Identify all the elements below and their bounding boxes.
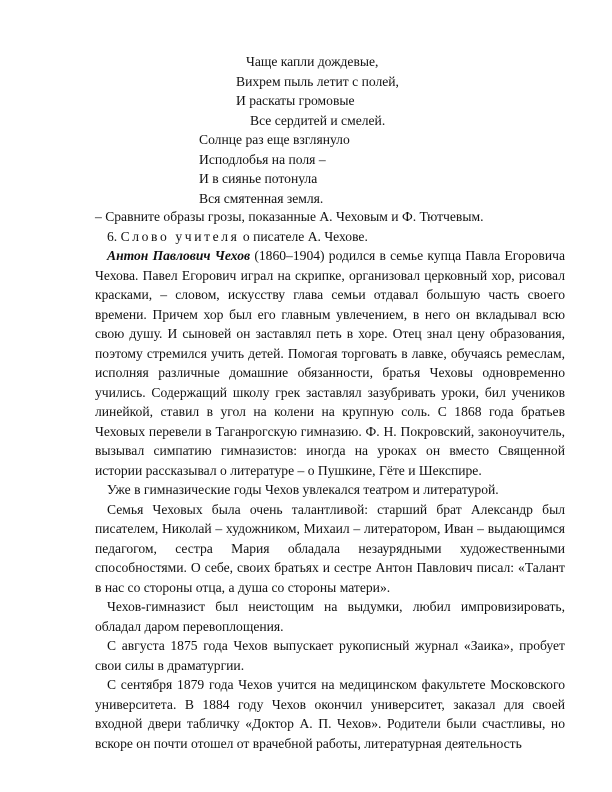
section-title-rest: о писателе А. Чехове. [239,228,368,244]
paragraph-family: Семья Чеховых была очень талантливой: старший брат Александр был писателем, Николай – художником, Михаил – литератором, Иван – выдающимся педагогом, сестра Мария обладала незаурядными художественными способностями. О себе, своих братьях и сестре Антон Павлович писал: «Талант в нас со стороны отца, а душа со стороны матери». [95,501,565,595]
section-number: 6. [107,228,118,244]
section-title-spaced: Слово учителя [120,228,240,244]
paragraph-gymnasium: Чехов-гимназист был неистощим на выдумки, любил импровизировать, обладал даром перевоплощения. [95,599,565,634]
paragraph-theater: Уже в гимназические годы Чехов увлекался театром и литературой. [107,482,499,497]
bio-paragraph [95,246,565,480]
poem-line: Чаще капли дождевые, [246,54,379,69]
poem-line: Вся смятенная земля. [199,190,324,206]
section-heading [95,227,565,247]
poem-line: Исподлобья на поля – [199,151,326,167]
task-line: – Сравните образы грозы, показанные А. Чеховым и Ф. Тютчевым. [95,209,484,224]
poem-line: Солнце раз еще взглянуло [199,132,350,147]
document-body [95,207,565,753]
poem-line: И раскаты громовые [236,93,355,108]
poem-line: Все сердитей и смелей. [250,112,386,128]
bio-text: (1860–1904) родился в семье купца Павла Егоровича Чехова. Павел Егорович играл на скрипке, организовал церковный хор, рисовал красками, – словом, искусству глава семьи отдавал большую часть своего времени. Причем хор был его главным увлечением, в него он вкладывал всю свою душу. И сыновей он заставлял петь в хоре. Отец знал цену образования, поэтому стремился учить детей. Помогая торговать в лавке, обучаясь ремеслам, исполняя различные домашние обязанности, братья Чеховы одновременно учились. Содержащий школу грек заставлял зазубривать уроки, бил учеников линейкой, ставил в угол на колени на крупную соль. С 1868 года братьев Чеховых перевели в Таганрогскую гимназию. Ф. Н. Покровский, законоучитель, вызывал симпатию гимназистов: иногда на уроках он вместо Священной истории рассказывал о литературе – о Пушкине, Гёте и Шекспире. [95,248,565,478]
poem-stanza-2 [0,130,612,208]
paragraph-university: С сентября 1879 года Чехов учится на медицинском факультете Московского университета. В 1884 году Чехов окончил университет, заказал для своей входной двери табличку «Доктор А. П. Чехов». Родители были счастливы, но вскоре он почти отошел от врачебной работы, литературная деятельность [95,677,565,751]
poem-block [0,52,612,208]
paragraph-journal: С августа 1875 года Чехов выпускает рукописный журнал «Заика», пробует свои силы в драматургии. [95,638,565,673]
author-name: Антон Павлович Чехов [107,248,251,263]
poem-line: И в сиянье потонула [199,171,318,186]
poem-stanza-1 [0,52,612,130]
poem-line: Вихрем пыль летит с полей, [236,73,399,89]
